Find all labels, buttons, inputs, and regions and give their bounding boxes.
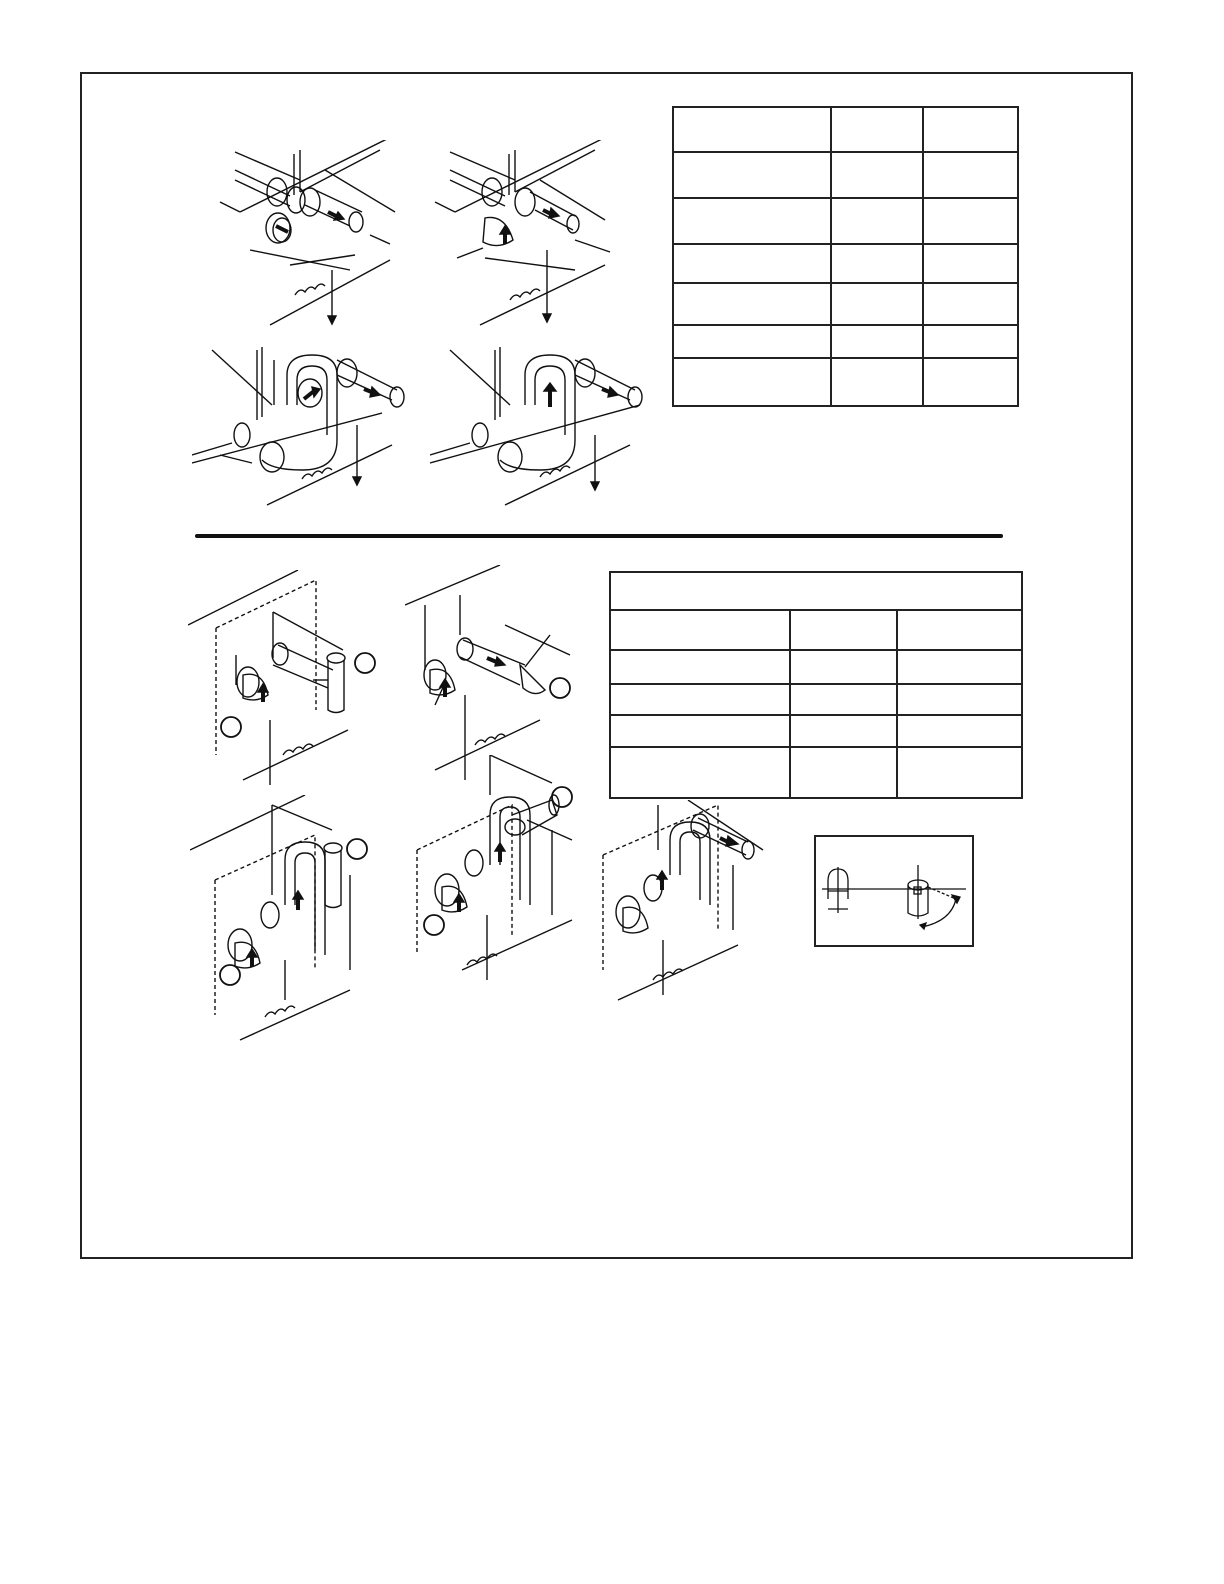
orientation-detail	[814, 835, 974, 947]
table-cell	[674, 121, 682, 139]
table-row	[673, 152, 1018, 198]
table-cell	[924, 333, 932, 351]
table-cell	[791, 722, 799, 740]
table-cell	[924, 373, 932, 391]
table-cell	[832, 212, 840, 230]
table-cell	[924, 212, 932, 230]
illustration-tee-termination	[188, 570, 383, 785]
table-1	[672, 106, 1019, 407]
illustration-loop-straight	[598, 800, 773, 1005]
table-cell	[611, 691, 619, 709]
table-row	[610, 715, 1022, 747]
table-row	[673, 283, 1018, 325]
table-cell	[611, 722, 619, 740]
illustration-elbow-intake	[425, 140, 635, 335]
table-row	[673, 358, 1018, 406]
table-cell	[898, 722, 906, 740]
table-header	[611, 582, 619, 600]
table-cell	[898, 658, 906, 676]
illustration-straight-vent	[210, 140, 420, 335]
table-row	[673, 325, 1018, 358]
table-cell	[674, 212, 682, 230]
table-cell	[611, 621, 619, 639]
table-cell	[791, 764, 799, 782]
table-cell	[611, 658, 619, 676]
table-row	[673, 244, 1018, 283]
table-cell	[791, 658, 799, 676]
table-row	[610, 650, 1022, 684]
table-cell	[674, 255, 682, 273]
table-cell	[674, 295, 682, 313]
table-cell	[832, 333, 840, 351]
illustration-loop-elbow	[430, 345, 660, 510]
table-row	[673, 198, 1018, 244]
table-row	[610, 610, 1022, 650]
table-cell	[832, 373, 840, 391]
table-cell	[898, 621, 906, 639]
table-row	[673, 107, 1018, 152]
illustration-angled-termination	[405, 565, 580, 780]
table-cell	[832, 255, 840, 273]
illustration-loop-tee	[190, 795, 375, 1045]
illustration-loop-vent	[192, 345, 422, 510]
table-cell	[674, 166, 682, 184]
table-cell	[832, 166, 840, 184]
table-2	[609, 571, 1023, 799]
section-divider	[195, 534, 1003, 538]
table-cell	[924, 121, 932, 139]
table-header-row	[610, 572, 1022, 610]
illustration-loop-tee-side	[412, 755, 587, 985]
table-cell	[898, 691, 906, 709]
table-row	[610, 684, 1022, 715]
table-cell	[674, 333, 682, 351]
table-row	[610, 747, 1022, 798]
table-cell	[924, 295, 932, 313]
table-cell	[898, 764, 906, 782]
table-cell	[791, 621, 799, 639]
table-cell	[924, 166, 932, 184]
table-cell	[924, 255, 932, 273]
table-cell	[791, 691, 799, 709]
table-cell	[674, 373, 682, 391]
table-cell	[832, 121, 840, 139]
table-cell	[611, 764, 619, 782]
table-cell	[832, 295, 840, 313]
